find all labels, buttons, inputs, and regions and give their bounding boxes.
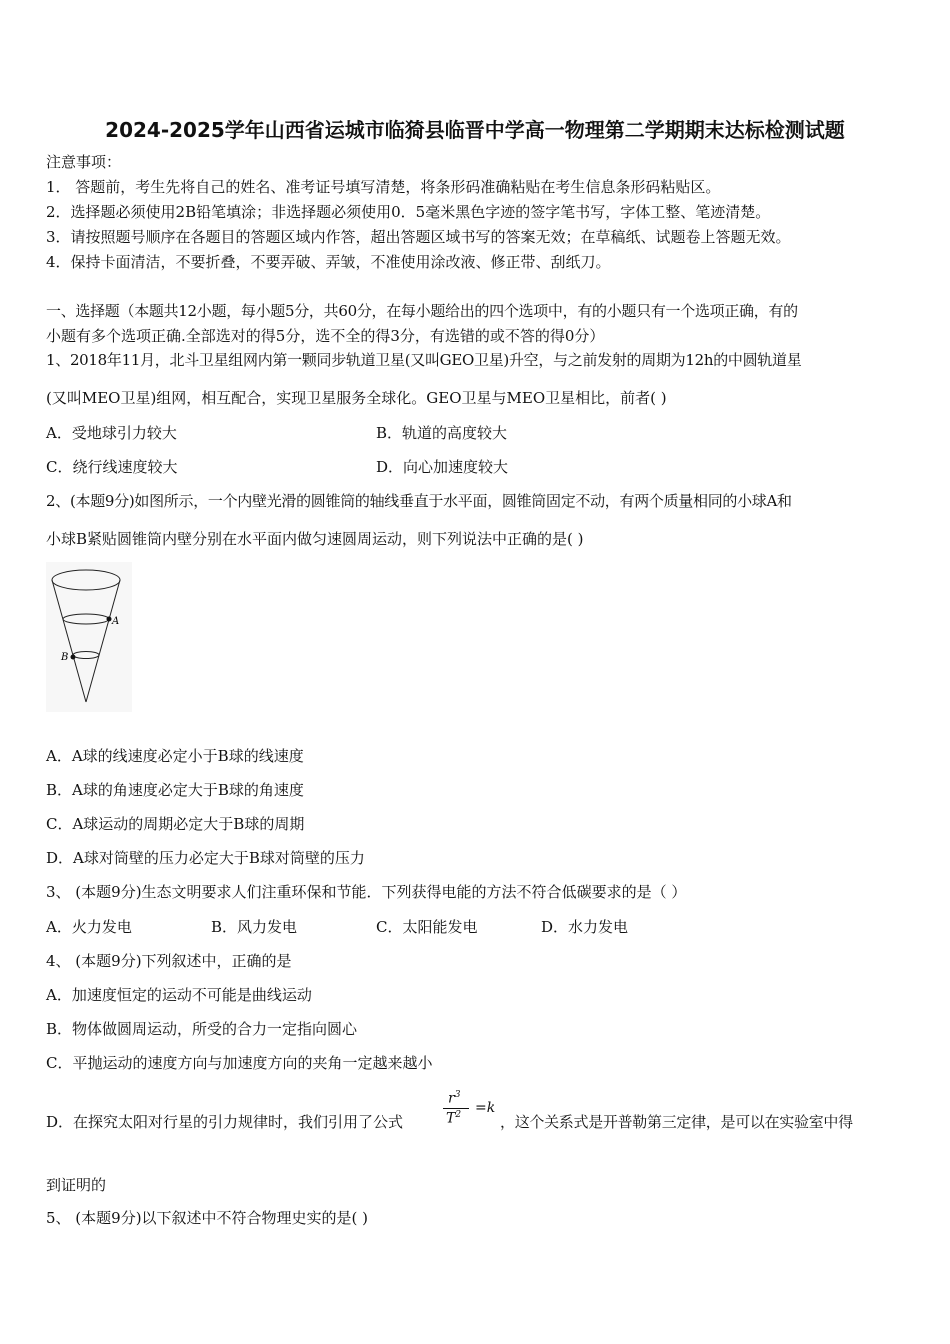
formula-denominator: $T^2$	[446, 1110, 462, 1127]
q4-option-d-end: ，这个关系式是开普勒第三定律，是可以在实验室中得	[500, 1113, 853, 1131]
q4-option-a: A．加速度恒定的运动不可能是曲线运动	[46, 986, 312, 1004]
notice-heading: 注意事项：	[46, 153, 122, 171]
q4-stem: 4、 (本题9分)下列叙述中，正确的是	[46, 952, 292, 970]
q3-stem: 3、 (本题9分)生态文明要求人们注重环保和节能．下列获得电能的方法不符合低碳要求的是（ ）	[46, 883, 687, 901]
q4-option-d-start: D．在探究太阳对行星的引力规律时，我们引用了公式	[46, 1113, 404, 1131]
q2-stem-line2: 小球B紧贴圆锥筒内壁分别在水平面内做匀速圆周运动，则下列说法中正确的是( )	[46, 530, 584, 548]
q5-stem: 5、 (本题9分)以下叙述中不符合物理史实的是( )	[46, 1209, 369, 1227]
q3-option-b: B．风力发电	[211, 918, 298, 936]
q3-option-a: A．火力发电	[46, 918, 132, 936]
q1-stem-line1: 1、2018年11月，北斗卫星组网内第一颗同步轨道卫星(又叫GEO卫星)升空，与之前发射的周期为12h的中圆轨道星	[46, 351, 802, 369]
fraction-bar	[443, 1108, 469, 1109]
formula-rhs: =k	[475, 1100, 496, 1116]
q2-option-c: C．A球运动的周期必定大于B球的周期	[46, 815, 305, 833]
q2-option-b: B．A球的角速度必定大于B球的角速度	[46, 781, 304, 799]
q1-option-d: D．向心加速度较大	[376, 458, 509, 476]
q1-stem-line2: (又叫MEO卫星)组网，相互配合，实现卫星服务全球化。GEO卫星与MEO卫星相比，前者( )	[46, 389, 667, 407]
q1-option-c: C．绕行线速度较大	[46, 458, 178, 476]
q4-option-c: C．平抛运动的速度方向与加速度方向的夹角一定越来越小	[46, 1054, 433, 1072]
label-a: A	[112, 616, 120, 627]
notice-item: 3．请按照题号顺序在各题目的答题区域内作答，超出答题区域书写的答案无效；在草稿纸、试题卷上答题无效。	[46, 228, 791, 246]
q3-option-d: D．水力发电	[541, 918, 629, 936]
exam-title: 2024-2025学年山西省运城市临猗县临晋中学高一物理第二学期期末达标检测试题	[105, 118, 845, 142]
formula-numerator: $r^3$	[448, 1090, 461, 1107]
cone-figure	[46, 562, 132, 712]
q1-option-b: B．轨道的高度较大	[376, 424, 508, 442]
q2-option-a: A．A球的线速度必定小于B球的线速度	[46, 747, 304, 765]
q2-option-d: D．A球对筒壁的压力必定大于B球对筒壁的压力	[46, 849, 365, 867]
ball-a	[107, 617, 112, 622]
section-intro-line2: 小题有多个选项正确.全部选对的得5分，选不全的得3分，有选错的或不答的得0分）	[46, 327, 605, 345]
q4-option-b: B．物体做圆周运动，所受的合力一定指向圆心	[46, 1020, 358, 1038]
q1-option-a: A．受地球引力较大	[46, 424, 177, 442]
notice-item: 4．保持卡面清洁，不要折叠，不要弄破、弄皱，不准使用涂改液、修正带、刮纸刀。	[46, 253, 611, 271]
notice-item: 2．选择题必须使用2B铅笔填涂；非选择题必须使用0．5毫米黑色字迹的签字笔书写，字体工整、笔迹清楚。	[46, 203, 771, 221]
q3-option-c: C．太阳能发电	[376, 918, 478, 936]
label-b: B	[61, 652, 69, 663]
q4-option-d-continued: 到证明的	[46, 1176, 107, 1194]
notice-item: 1． 答题前，考生先将自己的姓名、准考证号填写清楚，将条形码准确粘贴在考生信息条形码粘贴区。	[46, 178, 721, 196]
ball-b	[71, 655, 76, 660]
section-intro-line1: 一、选择题（本题共12小题，每小题5分，共60分，在每小题给出的四个选项中，有的小题只有一个选项正确，有的	[46, 302, 798, 320]
q2-stem-line1: 2、(本题9分)如图所示，一个内壁光滑的圆锥筒的轴线垂直于水平面，圆锥筒固定不动，有两个质量相同的小球A和	[46, 492, 792, 510]
